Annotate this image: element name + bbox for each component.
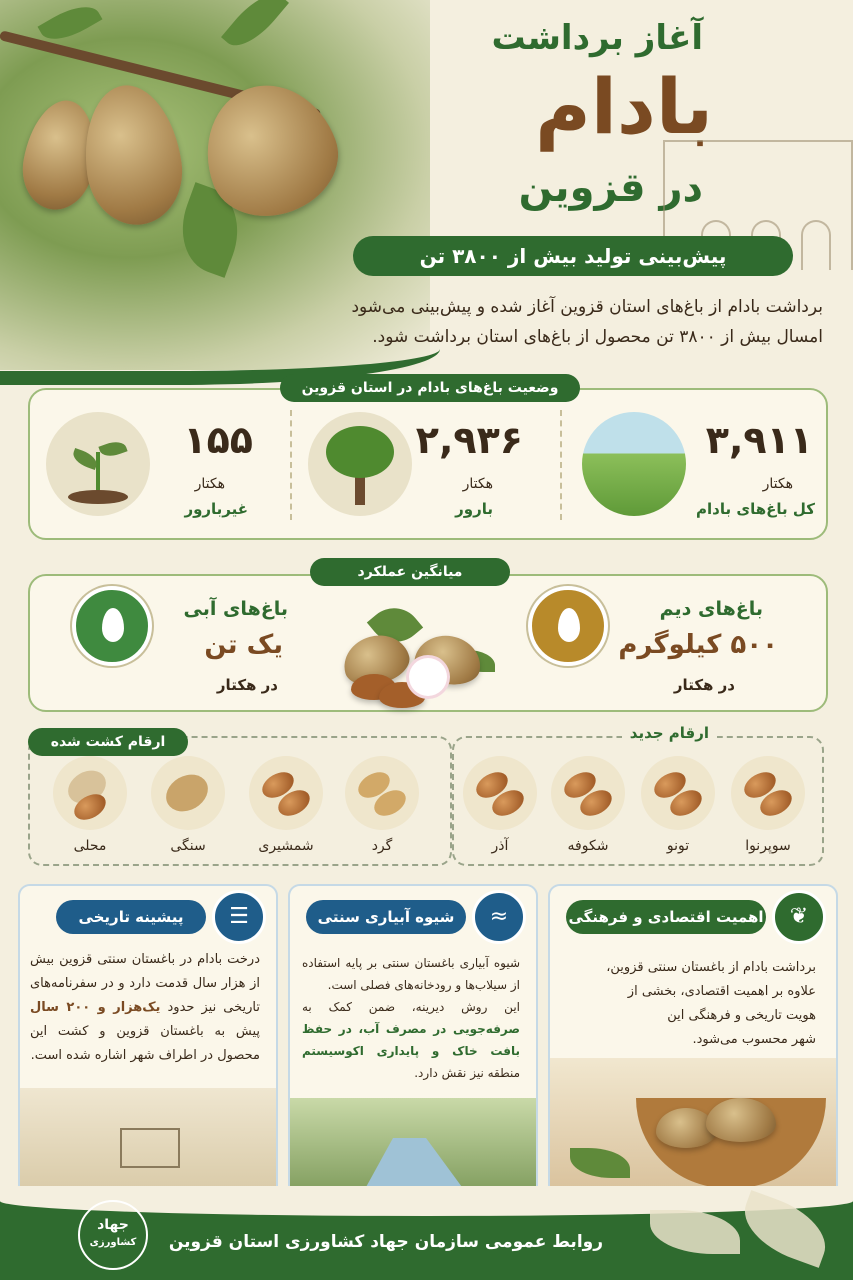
scroll-icon: ☰: [212, 890, 266, 944]
jihad-logo: جهاد کشاورزی: [78, 1200, 148, 1270]
variety-item: شکوفه: [546, 756, 630, 854]
almond-icon: [53, 756, 127, 830]
almond-icon: [345, 756, 419, 830]
new-varieties-tag: ارقام جدید: [622, 724, 717, 742]
dry-drop-icon: [528, 586, 608, 666]
stat-bearing-label: بارور: [455, 500, 493, 518]
historic-sketch-image: [20, 1088, 276, 1198]
farmland-icon: [582, 412, 686, 516]
sapling-icon: [46, 412, 150, 516]
orchard-status-tag: وضعیت باغ‌های بادام در استان قزوین: [280, 374, 580, 402]
variety-item: آذر: [458, 756, 542, 854]
tree-icon: [308, 412, 412, 516]
irrigated-title: باغ‌های آبی: [183, 598, 288, 620]
economy-text: برداشت بادام از باغستان سنتی قزوین، علاوه بر اهمیت اقتصادی، بخشی از هویت تاریخی و فرهنگی این شهر محسوب می‌شود.: [606, 960, 816, 1047]
stat-nonbearing-value: ۱۵۵: [183, 418, 253, 462]
dry-value: ۵۰۰ کیلوگرم: [618, 630, 778, 660]
history-card: [18, 884, 278, 1200]
divider: [560, 410, 562, 520]
stat-nonbearing-label: غیربارور: [184, 500, 248, 518]
stat-nonbearing-unit: هکتار: [194, 476, 225, 492]
almond-icon: [151, 756, 225, 830]
divider: [290, 410, 292, 520]
economy-title: اهمیت اقتصادی و فرهنگی: [566, 900, 766, 934]
stat-total-label: کل باغ‌های بادام: [696, 500, 815, 518]
planted-varieties-tag: ارقام کشت شده: [28, 728, 188, 756]
irrigated-unit: در هکتار: [216, 676, 278, 694]
history-title: پیشینه تاریخی: [56, 900, 206, 934]
title-sub: در قزوین: [518, 165, 703, 211]
stat-total-unit: هکتار: [762, 476, 793, 492]
leaf-icon: [221, 0, 289, 56]
irrigated-drop-icon: [72, 586, 152, 666]
economy-card: [548, 884, 838, 1200]
dry-unit: در هکتار: [673, 676, 735, 694]
almond-pile-image: [335, 600, 505, 710]
arch: [801, 220, 831, 270]
stat-bearing-unit: هکتار: [462, 476, 493, 492]
stat-total-value: ۳,۹۱۱: [705, 418, 813, 462]
almond-icon: [463, 756, 537, 830]
performance-tag: میانگین عملکرد: [310, 558, 510, 586]
variety-item: محلی: [48, 756, 132, 854]
title-main: بادام: [535, 62, 713, 151]
footer-text: روابط عمومی سازمان جهاد کشاورزی استان قزوین: [168, 1232, 603, 1252]
variety-item: سنگی: [146, 756, 230, 854]
variety-item: تونو: [636, 756, 720, 854]
irrigation-text: شیوه آبیاری باغستان سنتی بر پایه استفاده از سیلاب‌ها و رودخانه‌های فصلی است. این روش دیرینه، ضمن کمک به صرفه‌جویی در مصرف آب، در حفظ بافت خاک و پایداری اکوسیستم منطقه نیز نقش دارد.: [302, 956, 520, 1080]
almond-basket-image: [550, 1058, 836, 1198]
forecast-banner: پیش‌بینی تولید بیش از ۳۸۰۰ تن: [353, 236, 793, 276]
stat-bearing-value: ۲,۹۳۶: [415, 418, 523, 462]
intro-text: [303, 292, 823, 352]
almond-icon: [249, 756, 323, 830]
hands-sprout-icon: ❦: [772, 890, 826, 944]
almond-icon: [551, 756, 625, 830]
river-orchard-image: [290, 1098, 536, 1198]
variety-item: سوپرنوا: [726, 756, 810, 854]
variety-item: گرد: [340, 756, 424, 854]
almond-icon: [641, 756, 715, 830]
history-text: درخت بادام در باغستان سنتی قزوین بیش از هزار سال قدمت دارد و در سفرنامه‌های تاریخی نیز حدود یک‌هزار و ۲۰۰ سال پیش به باغستان قزوین و کشت این محصول در اطراف شهر اشاره شده است.: [30, 952, 260, 1063]
irrigation-title: شیوه آبیاری سنتی: [306, 900, 466, 934]
intro-line: برداشت بادام از باغ‌های استان قزوین آغاز شده و پیش‌بینی می‌شود: [351, 297, 823, 317]
variety-item: شمشیری: [244, 756, 328, 854]
title-top: آغاز برداشت: [491, 18, 703, 58]
almond-icon: [731, 756, 805, 830]
irrigation-card: [288, 884, 538, 1200]
intro-line: امسال بیش از ۳۸۰۰ تن محصول از باغ‌های استان برداشت شود.: [372, 327, 823, 347]
almond-icon: [76, 79, 190, 231]
irrigated-value: یک تن: [204, 630, 283, 660]
dry-title: باغ‌های دیم: [659, 598, 763, 620]
water-drop-icon: ≈: [472, 890, 526, 944]
